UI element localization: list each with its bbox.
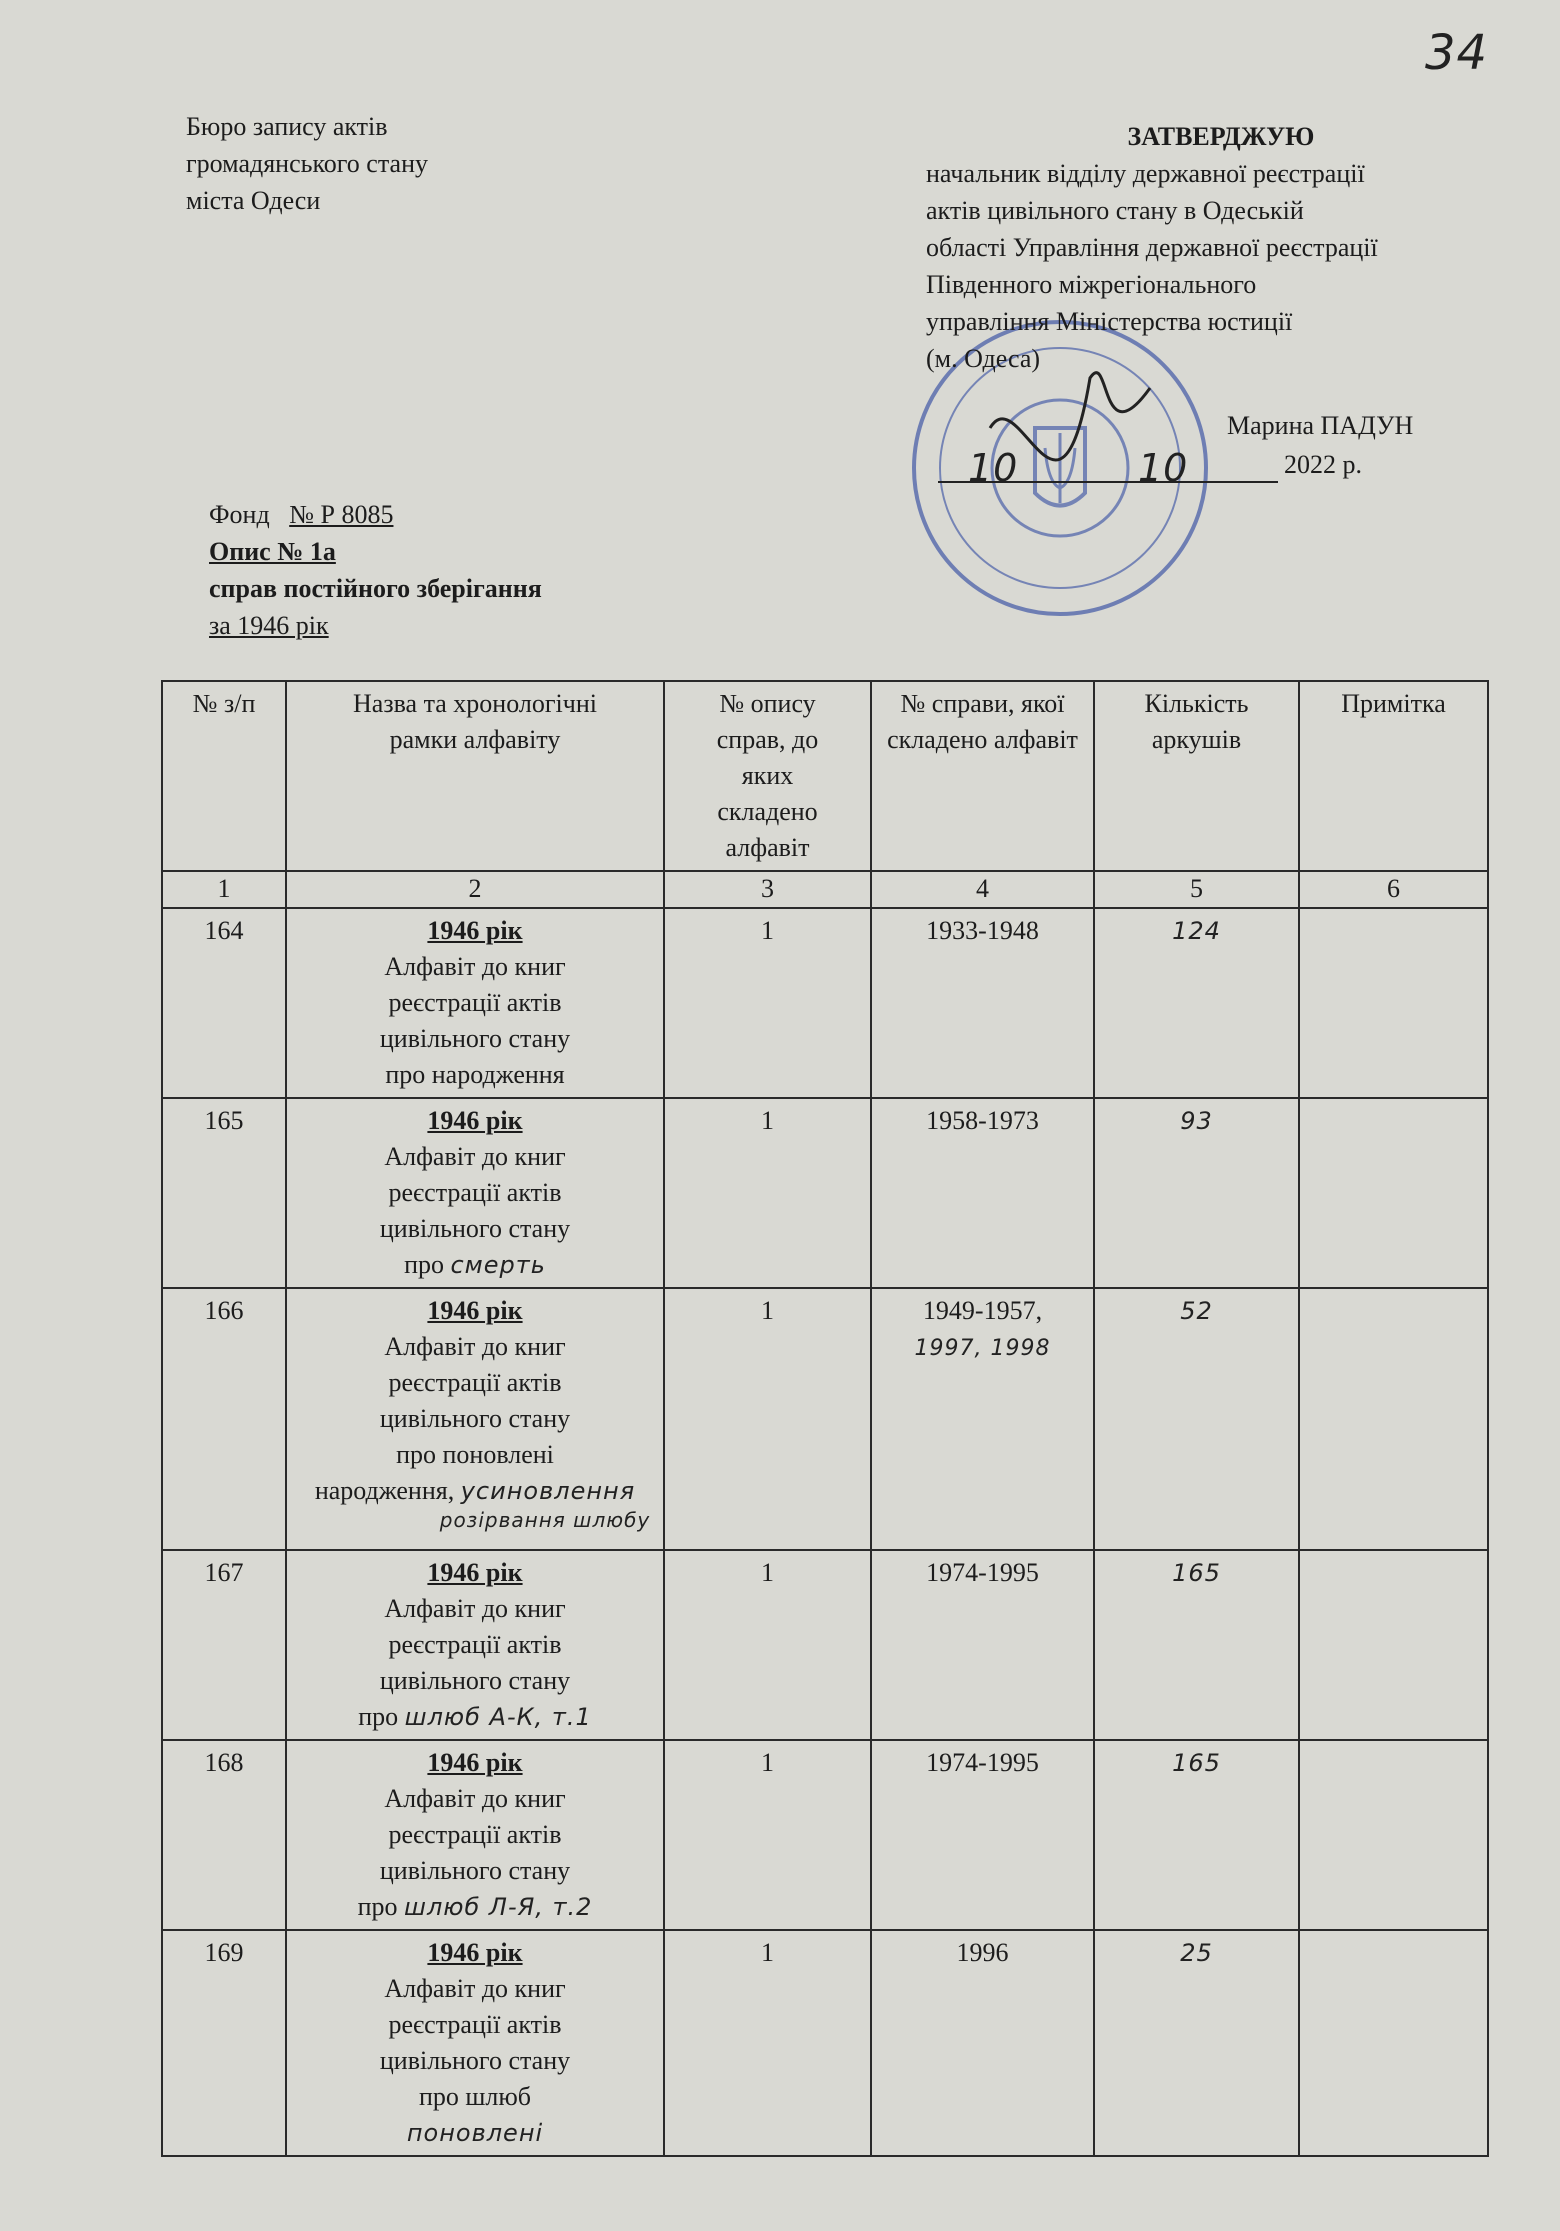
row-title-line: народження, bbox=[314, 1476, 455, 1505]
row-number: 168 bbox=[162, 1740, 286, 1930]
table-header-row bbox=[162, 681, 1488, 871]
approval-line: Південного міжрегіонального bbox=[926, 270, 1257, 299]
header-cell: Назва та хронологічні рамки алфавіту bbox=[286, 681, 664, 871]
case-handwritten: 1997, 1998 bbox=[914, 1336, 1051, 1361]
row-title-line: Алфавіт до книг bbox=[384, 1784, 566, 1813]
approval-line: начальник відділу державної реєстрації bbox=[926, 159, 1365, 188]
issuer-line: міста Одеси bbox=[186, 186, 321, 215]
row-case bbox=[871, 1098, 1094, 1288]
row-sheets: 25 bbox=[1094, 1930, 1299, 2156]
row-number: 165 bbox=[162, 1098, 286, 1288]
case-range: 1958-1973 bbox=[926, 1106, 1039, 1135]
row-title-line: Алфавіт до книг bbox=[384, 1142, 566, 1171]
row-inventory: 1 bbox=[664, 1930, 871, 2156]
column-number: 4 bbox=[871, 871, 1094, 908]
row-year: 1946 рік bbox=[427, 1748, 523, 1777]
row-inventory: 1 bbox=[664, 908, 871, 1098]
row-number: 164 bbox=[162, 908, 286, 1098]
row-title-line: цивільного стану bbox=[379, 1404, 571, 1433]
row-title-line: реєстрації актів bbox=[388, 988, 562, 1017]
row-case bbox=[871, 1740, 1094, 1930]
issuer-block bbox=[186, 108, 428, 219]
row-title-line: Алфавіт до книг bbox=[384, 952, 566, 981]
issuer-line: Бюро запису актів bbox=[186, 112, 388, 141]
opys-period: за 1946 рік bbox=[209, 611, 329, 640]
row-sheets: 93 bbox=[1094, 1098, 1299, 1288]
row-sheets: 165 bbox=[1094, 1740, 1299, 1930]
row-note bbox=[1299, 1930, 1488, 2156]
approval-line: області Управління державної реєстрації bbox=[926, 233, 1378, 262]
row-title-line: цивільного стану bbox=[379, 1666, 571, 1695]
inventory-table bbox=[161, 680, 1489, 2157]
row-title-line: про bbox=[358, 1702, 399, 1731]
row-title-line: цивільного стану bbox=[379, 2046, 571, 2075]
row-number: 167 bbox=[162, 1550, 286, 1740]
row-title-line: реєстрації актів bbox=[388, 1820, 562, 1849]
approval-line: актів цивільного стану в Одеській bbox=[926, 196, 1304, 225]
date-day: 10 bbox=[968, 446, 1019, 490]
row-title-line: про народження bbox=[385, 1060, 565, 1089]
row-sheets: 52 bbox=[1094, 1288, 1299, 1550]
row-handwritten-note: розірвання шлюбу bbox=[439, 1508, 651, 1532]
table-row bbox=[162, 1930, 1488, 2156]
row-number: 169 bbox=[162, 1930, 286, 2156]
row-title bbox=[286, 1288, 664, 1550]
header-cell: № опису справ, до яких складено алфавіт bbox=[664, 681, 871, 871]
row-title-line: Алфавіт до книг bbox=[384, 1332, 566, 1361]
header-cell: № з/п bbox=[162, 681, 286, 871]
row-case bbox=[871, 908, 1094, 1098]
row-handwritten-note: смерть bbox=[450, 1251, 546, 1279]
case-range: 1996 bbox=[956, 1938, 1009, 1967]
row-title-line: про шлюб bbox=[418, 2082, 532, 2111]
row-title-line: Алфавіт до книг bbox=[384, 1594, 566, 1623]
approval-date bbox=[938, 446, 1388, 490]
approval-line: управління Міністерства юстиції bbox=[926, 307, 1293, 336]
row-title-line: цивільного стану bbox=[379, 1214, 571, 1243]
column-number-row bbox=[162, 871, 1488, 908]
row-case bbox=[871, 1288, 1094, 1550]
row-year: 1946 рік bbox=[427, 916, 523, 945]
header-cell: Примітка bbox=[1299, 681, 1488, 871]
row-year: 1946 рік bbox=[427, 1558, 523, 1587]
issuer-line: громадянського стану bbox=[186, 149, 428, 178]
fond-number: № Р 8085 bbox=[289, 500, 394, 529]
row-case bbox=[871, 1550, 1094, 1740]
row-title-line: цивільного стану bbox=[379, 1856, 571, 1885]
row-title-line: про поновлені bbox=[396, 1440, 554, 1469]
row-handwritten-note: усиновлення bbox=[460, 1477, 636, 1505]
row-title-line: реєстрації актів bbox=[388, 1368, 562, 1397]
case-range: 1974-1995 bbox=[926, 1748, 1039, 1777]
row-note bbox=[1299, 1288, 1488, 1550]
row-year: 1946 рік bbox=[427, 1106, 523, 1135]
header-cell: Кількість аркушів bbox=[1094, 681, 1299, 871]
row-title-line: цивільного стану bbox=[379, 1024, 571, 1053]
approval-line: (м. Одеса) bbox=[926, 344, 1041, 373]
row-sheets: 165 bbox=[1094, 1550, 1299, 1740]
opys-number: Опис № 1а bbox=[209, 537, 336, 566]
fond-block bbox=[209, 496, 542, 644]
row-title-line: про bbox=[357, 1892, 398, 1921]
row-sheets: 124 bbox=[1094, 908, 1299, 1098]
row-title-line: реєстрації актів bbox=[388, 2010, 562, 2039]
signatory-name: Марина ПАДУН bbox=[1227, 411, 1414, 440]
row-number: 166 bbox=[162, 1288, 286, 1550]
page-number: 34 bbox=[1425, 25, 1489, 81]
row-note bbox=[1299, 1550, 1488, 1740]
row-inventory: 1 bbox=[664, 1550, 871, 1740]
column-number: 3 bbox=[664, 871, 871, 908]
date-year: 2022 р. bbox=[1284, 450, 1362, 479]
case-range: 1933-1948 bbox=[926, 916, 1039, 945]
row-note bbox=[1299, 1740, 1488, 1930]
row-year: 1946 рік bbox=[427, 1296, 523, 1325]
table-row bbox=[162, 908, 1488, 1098]
approval-title: ЗАТВЕРДЖУЮ bbox=[1127, 122, 1315, 151]
table-row bbox=[162, 1288, 1488, 1550]
row-title bbox=[286, 1098, 664, 1288]
row-inventory: 1 bbox=[664, 1288, 871, 1550]
row-note bbox=[1299, 1098, 1488, 1288]
row-handwritten-note: шлюб Л-Я, т.2 bbox=[403, 1893, 593, 1921]
column-number: 1 bbox=[162, 871, 286, 908]
row-note bbox=[1299, 908, 1488, 1098]
row-handwritten-note: шлюб А-К, т.1 bbox=[404, 1703, 592, 1731]
row-title-line: реєстрації актів bbox=[388, 1178, 562, 1207]
row-title bbox=[286, 1740, 664, 1930]
case-range: 1949-1957, bbox=[922, 1296, 1043, 1325]
column-number: 5 bbox=[1094, 871, 1299, 908]
table-row bbox=[162, 1098, 1488, 1288]
approval-block bbox=[926, 118, 1486, 377]
row-year: 1946 рік bbox=[427, 1938, 523, 1967]
opys-subtitle: справ постійного зберігання bbox=[209, 574, 542, 603]
row-title-line: Алфавіт до книг bbox=[384, 1974, 566, 2003]
date-month: 10 bbox=[1138, 446, 1189, 490]
row-case bbox=[871, 1930, 1094, 2156]
table-row bbox=[162, 1550, 1488, 1740]
row-inventory: 1 bbox=[664, 1740, 871, 1930]
column-number: 2 bbox=[286, 871, 664, 908]
case-range: 1974-1995 bbox=[926, 1558, 1039, 1587]
fond-label: Фонд bbox=[209, 500, 270, 529]
header-cell: № справи, якої складено алфавіт bbox=[871, 681, 1094, 871]
row-title bbox=[286, 908, 664, 1098]
row-title bbox=[286, 1930, 664, 2156]
row-title bbox=[286, 1550, 664, 1740]
table-row bbox=[162, 1740, 1488, 1930]
row-inventory: 1 bbox=[664, 1098, 871, 1288]
column-number: 6 bbox=[1299, 871, 1488, 908]
row-title-line: реєстрації актів bbox=[388, 1630, 562, 1659]
row-title-line: про bbox=[404, 1250, 444, 1279]
row-handwritten-note: поновлені bbox=[406, 2119, 544, 2147]
